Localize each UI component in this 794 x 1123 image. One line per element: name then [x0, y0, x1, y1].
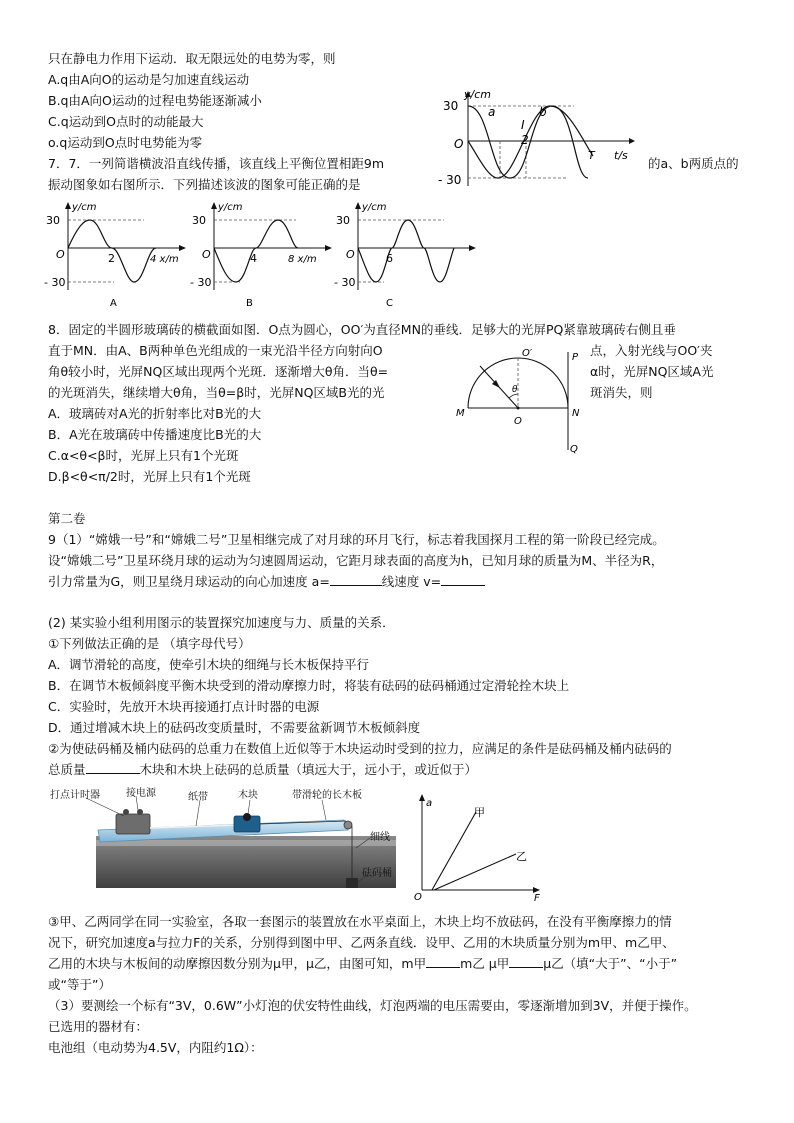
q3-middle: m乙 μ甲 [460, 956, 510, 971]
a-f-graph [412, 790, 546, 904]
a-axis-label: a [426, 798, 433, 809]
q8-stem-line2: 直于MN．由A、B两种单色光组成的一束光沿半径方向射向O [48, 343, 383, 358]
y-label: y/cm [464, 88, 491, 101]
line-jia [432, 812, 476, 890]
timer-device [116, 814, 150, 834]
label-m: M [456, 408, 465, 419]
q7-option-c-graph [334, 198, 480, 310]
label-theta: θ [512, 385, 518, 395]
label-n: N [572, 408, 580, 419]
part2-title: 第二卷 [48, 511, 86, 526]
q8-semicircle-figure [452, 346, 588, 456]
pulley [344, 821, 352, 829]
label-power: 接电源 [126, 788, 156, 799]
q9-part3-line2: 已选用的器材有： [48, 1019, 149, 1034]
y-max-label: 30 [46, 214, 60, 227]
q9-part2-q2-line2 [48, 760, 477, 779]
q3-suffix: μ乙（填“大于”、“小于” [543, 956, 678, 971]
q9-part2-option-d: D．通过增减木块上的砝码改变质量时，不需要盆新调节木板倾斜度 [48, 720, 421, 735]
y-max-label: 30 [192, 214, 206, 227]
origin-label: O [202, 248, 211, 261]
origin-label: O [414, 892, 422, 903]
label-board: 带滑轮的长木板 [292, 790, 362, 801]
q7-option-b-graph [190, 198, 336, 310]
y-label: y/cm [362, 202, 387, 213]
caption: A [110, 298, 117, 309]
tick-label: 6 [386, 252, 393, 265]
friction-compare-blank[interactable] [509, 954, 543, 968]
tick-label: 4 [250, 252, 257, 265]
label-string: 细线 [370, 832, 390, 843]
q6-option-c: C.q运动到O点时的动能最大 [48, 114, 204, 129]
label-o: O [514, 416, 522, 427]
q8-stem-line4-end: 斑消失，则 [590, 385, 653, 400]
q8-stem-line3: 角θ较小时，光屏NQ区域出现两个光斑．逐渐增大θ角．当θ= [48, 364, 389, 379]
q9-line2: 设“嫦娥二号”卫星环绕月球的运动为匀速圆周运动，它距月球表面的高度为h，已知月球的质量为M、半径为R， [48, 553, 664, 568]
q7-stem-line1: 7．7．一列简谐横波沿直线传播，该直线上平衡位置相距9m [48, 156, 385, 171]
x-label: 4 x/m [150, 254, 179, 265]
origin-label: O [346, 248, 355, 261]
q2-suffix: 木块和木块上砝码的总质量（填远大于，远小于，或近似于） [139, 762, 478, 777]
q6-option-d: o.q运动到O点时电势能为零 [48, 135, 203, 150]
y-max-label: 30 [336, 214, 350, 227]
line-jia-label: 甲 [474, 806, 485, 819]
line-yi [434, 854, 516, 890]
y-min-label: - 30 [438, 173, 462, 187]
q8-option-b: B．A光在玻璃砖中传播速度比B光的大 [48, 427, 262, 442]
q9-part3-line1: （3）要测绘一个标有“3V，0.6W”小灯泡的伏安特性曲线，灯泡两端的电压需要由，零逐渐增加到3V，并便于操作。 [48, 998, 697, 1013]
q9-part2-option-a: A．调节滑轮的高度，使牵引木块的细绳与长木板保持平行 [48, 657, 370, 672]
mass-compare-blank[interactable] [426, 954, 460, 968]
label-tape: 纸带 [188, 792, 208, 803]
q7-vibration-graph [438, 86, 638, 196]
apparatus-figure [46, 784, 392, 888]
y-max-label: 30 [443, 99, 459, 113]
q9-velocity-prompt: 线速度 v= [381, 574, 442, 589]
tick-label: 2 [108, 252, 115, 265]
q9-part2-q1: ①下列做法正确的是 （填字母代号） [48, 636, 251, 651]
q7-option-a-graph [44, 198, 190, 310]
q3-prefix: 乙用的木块与木板间的动摩擦因数分别为μ甲，μ乙，由图可知，m甲 [48, 956, 427, 971]
q9-accel-prompt: 引力常量为G，则卫星绕月球运动的向心加速度 a= [48, 574, 330, 589]
q8-stem-line1: 8．固定的半圆形玻璃砖的横截面如图．O点为圆心，OO′为直径MN的垂线．足够大的光屏PQ紧靠玻璃砖右侧且垂 [48, 322, 676, 337]
mid-label-2: 2 [521, 133, 529, 147]
label-o-prime: O′ [522, 348, 533, 359]
q6-option-b: B.q由A向O运动的过程电势能逐渐减小 [48, 93, 262, 108]
line-yi-label: 乙 [516, 850, 527, 863]
q8-option-a: A．玻璃砖对A光的折射率比对B光的大 [48, 406, 262, 421]
origin-label: O [454, 137, 464, 151]
y-label: y/cm [72, 202, 97, 213]
velocity-answer-blank[interactable] [441, 572, 485, 586]
q8-option-c: C.α<θ<β时，光屏上只有1个光斑 [48, 448, 239, 463]
q9-part2-intro: (2) 某实验小组利用图示的装置探究加速度与力、质量的关系． [48, 615, 395, 630]
label-p: P [572, 352, 579, 363]
q9-part2-q2-line1: ②为使砝码桶及桶内砝码的总重力在数值上近似等于木块运动时受到的拉力，应满足的条件是砝码桶及桶内砝码的 [48, 741, 672, 756]
curve-b-label: b [539, 105, 547, 119]
y-min-label: - 30 [190, 276, 212, 289]
q8-option-d: D.β<θ<π/2时，光屏上只有1个光斑 [48, 469, 251, 484]
q9-line3 [48, 572, 485, 591]
q9-part2-option-b: B．在调节木板倾斜度平衡木块受到的滑动摩擦力时，将装有砝码的砝码桶通过定滑轮拴木块上 [48, 678, 570, 693]
q8-stem-line3-end: α时，光屏NQ区域A光 [590, 364, 714, 379]
origin-label: O [56, 248, 65, 261]
q6-stem: 只在静电力作用下运动．取无限远处的电势为零，则 [48, 51, 336, 66]
mid-label-1: I [521, 118, 525, 132]
q9-part2-q3-line3 [48, 954, 677, 973]
q9-part2-q3-line2: 况下，研究加速度a与拉力F的关系，分别得到图中甲、乙两条直线．设甲、乙用的木块质量分别为m甲、m乙甲、 [48, 935, 675, 950]
accel-answer-blank[interactable] [330, 572, 382, 586]
weight-bucket [346, 878, 358, 888]
q9-line1: 9（1）“嫦娥一号”和“嫦娥二号”卫星相继完成了对月球的环月飞行，标志着我国探月工程的第一阶段已经完成。 [48, 532, 665, 547]
x-label: 8 x/m [288, 254, 317, 265]
q9-part2-q3-line1: ③甲、乙两同学在同一实验室，各取一套图示的装置放在水平桌面上，木块上均不放砝码，在没有平衡摩擦力的情 [48, 914, 672, 929]
y-min-label: - 30 [44, 276, 66, 289]
q7-stem-line1-end: 的a、b两质点的 [648, 156, 739, 171]
q2-prefix: 总质量 [48, 762, 86, 777]
y-label: y/cm [218, 202, 243, 213]
q8-stem-line2-end: 点，入射光线与OO′夹 [590, 343, 713, 358]
caption: B [246, 298, 253, 309]
q9-part2-q3-line4: 或“等于”） [48, 977, 111, 992]
curve-a-label: a [488, 105, 496, 119]
label-block: 木块 [238, 790, 258, 801]
label-timer: 打点计时器 [50, 790, 100, 801]
q8-stem-line4: 的光斑消失，继续增大θ角，当θ=β时，光屏NQ区域B光的光 [48, 385, 385, 400]
period-label: T [588, 149, 595, 162]
y-min-label: - 30 [334, 276, 356, 289]
q9-part2-option-c: C．实验时，先放开木块再接通打点计时器的电源 [48, 699, 320, 714]
q9-part3-line3: 电池组（电动势为4.5V，内阻约1Ω）： [48, 1040, 263, 1055]
label-q: Q [570, 444, 578, 455]
q6-option-a: A.q由A向O的运动是匀加速直线运动 [48, 72, 250, 87]
f-axis-label: F [534, 893, 540, 904]
q7-stem-line2: 振动图象如右图所示．下列描述该波的图象可能正确的是 [48, 177, 361, 192]
t-label: t/s [614, 149, 628, 162]
label-bucket: 砝码桶 [362, 868, 392, 879]
mass-relation-blank[interactable] [86, 760, 140, 774]
caption: C [386, 298, 393, 309]
